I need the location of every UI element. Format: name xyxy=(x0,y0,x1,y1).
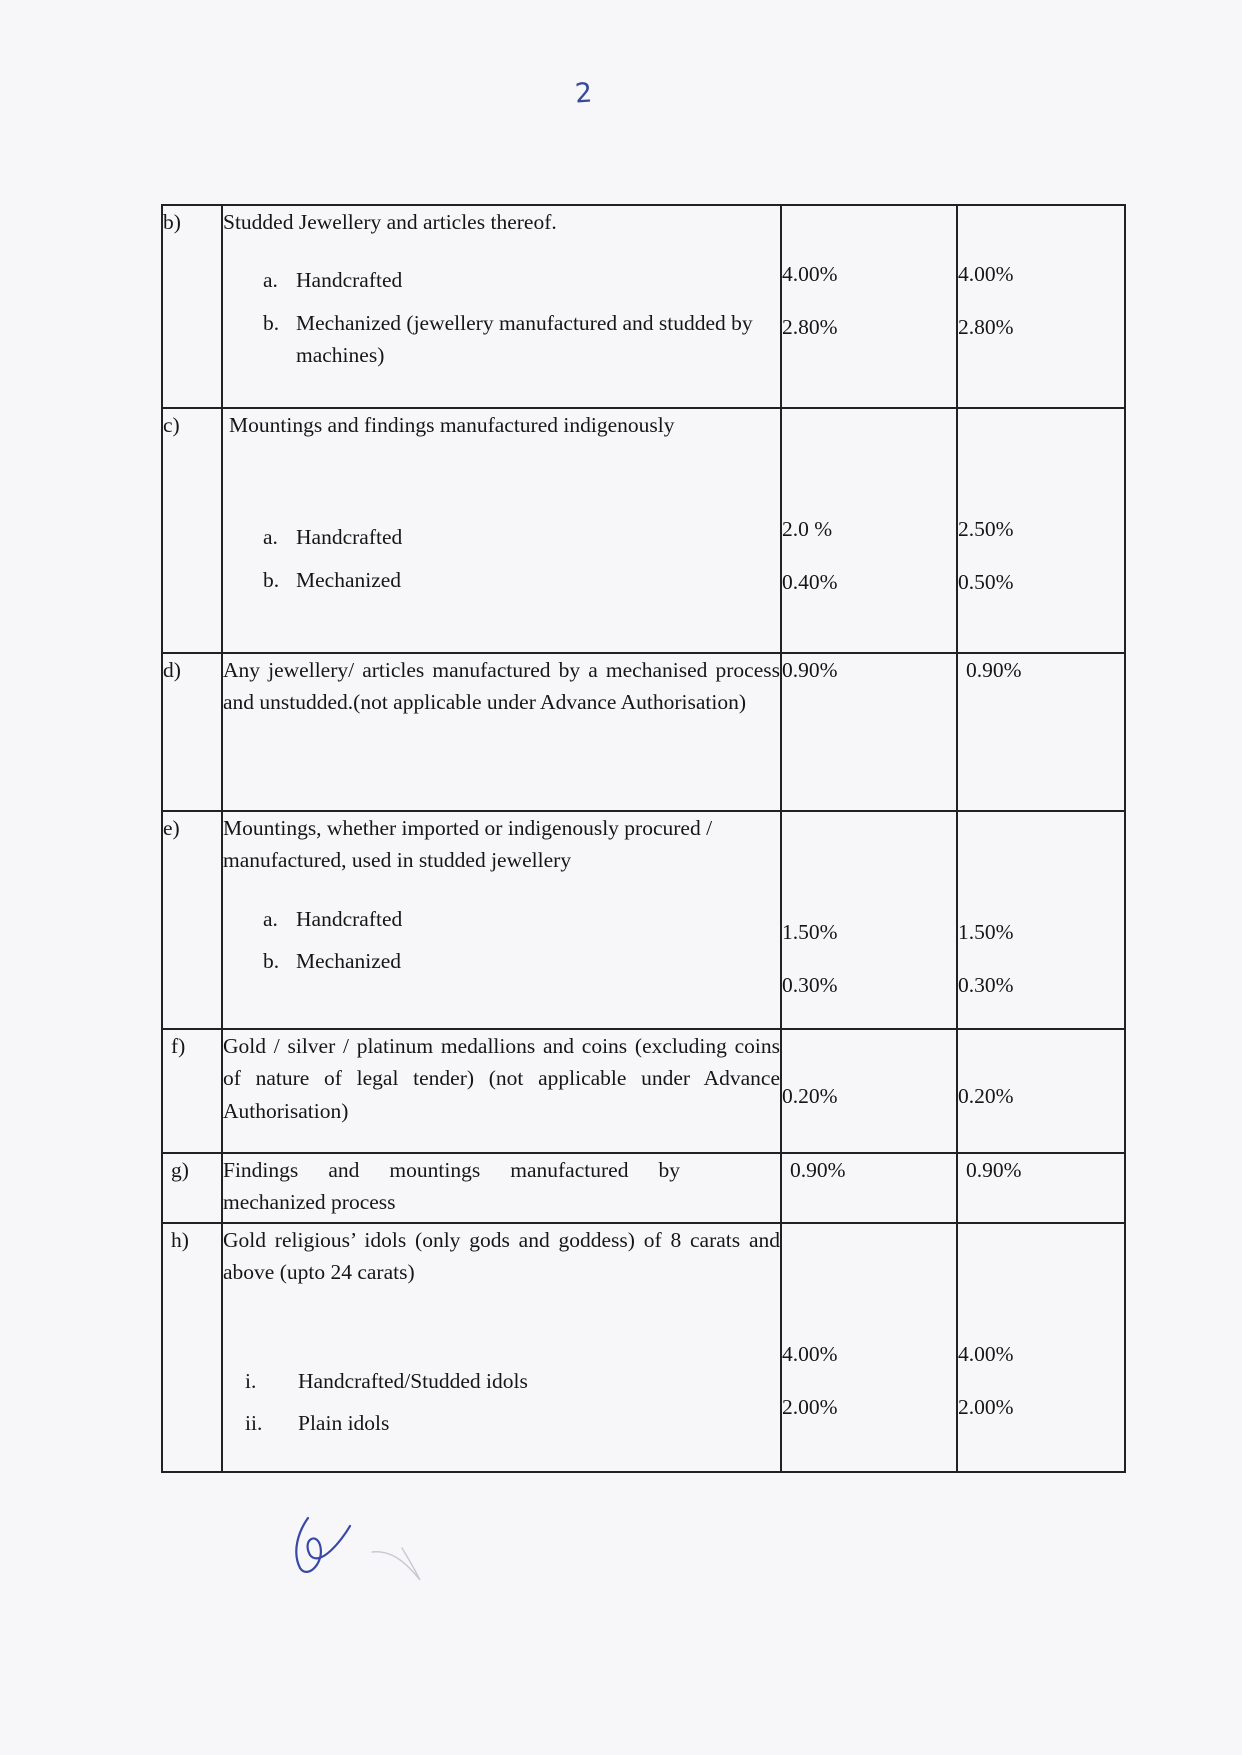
sub-item xyxy=(223,1365,780,1397)
row-description xyxy=(222,811,781,1029)
row-description xyxy=(222,653,781,811)
row-title: Gold / silver / platinum medallions and coins (excluding coins of nature of legal tender) (not applicable under Advance Authorisation) xyxy=(223,1034,780,1123)
row-key: h) xyxy=(162,1223,222,1472)
rate-value: 1.50% xyxy=(958,920,1014,944)
sub-item xyxy=(223,521,780,553)
row-title: Gold religious’ idols (only gods and goddess) of 8 carats and above (upto 24 carats) xyxy=(223,1228,780,1285)
rate-value: 0.90% xyxy=(966,658,1022,682)
rate-value: 0.50% xyxy=(958,570,1014,595)
table-row xyxy=(162,408,1125,653)
row-key: f) xyxy=(162,1029,222,1153)
row-key: b) xyxy=(162,205,222,408)
rate-column-1 xyxy=(781,205,957,408)
rate-value: 0.20% xyxy=(782,1084,838,1108)
row-title: Any jewellery/ articles manufactured by a mechanised process and unstudded.(not applicable under Advance Authorisation) xyxy=(223,658,780,715)
handwritten-initial xyxy=(280,1500,480,1600)
rate-value: 4.00% xyxy=(782,1342,838,1366)
row-key: c) xyxy=(162,408,222,653)
row-description xyxy=(222,205,781,408)
rate-column-1 xyxy=(781,653,957,811)
rate-value: 2.80% xyxy=(958,315,1014,340)
sub-item-text: Handcrafted xyxy=(296,906,403,931)
table-row xyxy=(162,205,1125,408)
sub-item-text: Handcrafted xyxy=(296,268,403,293)
rate-value: 0.90% xyxy=(966,1158,1022,1182)
sub-item-text: Handcrafted xyxy=(296,525,403,550)
sub-item xyxy=(223,1407,780,1439)
row-key: e) xyxy=(162,811,222,1029)
row-description xyxy=(222,1223,781,1472)
row-title: Findings and mountings manufactured by mechanized process xyxy=(223,1158,680,1215)
sub-item-text: Mechanized (jewellery manufactured and studded by machines) xyxy=(296,310,753,367)
rate-value: 4.00% xyxy=(958,262,1014,286)
sub-item-marker: b. xyxy=(263,948,280,973)
sub-item-marker: a. xyxy=(263,525,278,550)
table-row xyxy=(162,1029,1125,1153)
sub-item-marker: ii. xyxy=(245,1410,263,1435)
rate-value: 4.00% xyxy=(782,262,838,286)
sub-item-text: Handcrafted/Studded idols xyxy=(298,1368,528,1393)
sub-item-text: Mechanized xyxy=(296,567,402,592)
rate-column-1 xyxy=(781,1153,957,1223)
rate-column-2 xyxy=(957,408,1125,653)
table-row xyxy=(162,1153,1125,1223)
table-row xyxy=(162,1223,1125,1472)
rate-column-1 xyxy=(781,1029,957,1153)
rate-value: 2.00% xyxy=(782,1395,838,1420)
rate-value: 0.30% xyxy=(782,973,838,998)
rate-value: 0.20% xyxy=(958,1084,1014,1108)
sub-item xyxy=(223,903,780,935)
rate-value: 1.50% xyxy=(782,920,838,944)
rate-column-2 xyxy=(957,1223,1125,1472)
sub-item xyxy=(223,564,780,596)
rate-value: 0.90% xyxy=(782,658,838,682)
row-description xyxy=(222,1029,781,1153)
rate-value: 2.00% xyxy=(958,1395,1014,1420)
wastage-norms-table xyxy=(161,204,1126,1473)
rate-value: 0.30% xyxy=(958,973,1014,998)
sub-item-text: Mechanized xyxy=(296,948,402,973)
table-row xyxy=(162,811,1125,1029)
row-key: g) xyxy=(162,1153,222,1223)
rate-value: 2.80% xyxy=(782,315,838,340)
page-number: 2 xyxy=(573,77,594,110)
sub-item xyxy=(223,945,780,977)
sub-item-marker: a. xyxy=(263,268,278,293)
rate-column-2 xyxy=(957,811,1125,1029)
rate-value: 2.0 % xyxy=(782,517,833,541)
rate-column-1 xyxy=(781,1223,957,1472)
rate-column-1 xyxy=(781,811,957,1029)
rate-column-1 xyxy=(781,408,957,653)
sub-item-marker: b. xyxy=(263,310,280,335)
row-title: Studded Jewellery and articles thereof. xyxy=(223,210,557,234)
rate-column-2 xyxy=(957,653,1125,811)
sub-item xyxy=(223,307,780,372)
sub-item-marker: b. xyxy=(263,567,280,592)
sub-item-text: Plain idols xyxy=(298,1410,390,1435)
sub-item xyxy=(223,264,780,296)
table-row xyxy=(162,653,1125,811)
rate-value: 0.40% xyxy=(782,570,838,595)
rate-value: 2.50% xyxy=(958,517,1014,541)
rate-column-2 xyxy=(957,205,1125,408)
sub-item-marker: a. xyxy=(263,906,278,931)
rate-column-2 xyxy=(957,1153,1125,1223)
row-title: Mountings, whether imported or indigenously procured / manufactured, used in studded jewellery xyxy=(223,816,713,873)
rate-value: 0.90% xyxy=(790,1158,846,1182)
rate-column-2 xyxy=(957,1029,1125,1153)
row-key: d) xyxy=(162,653,222,811)
row-description xyxy=(222,408,781,653)
row-description xyxy=(222,1153,781,1223)
row-title: Mountings and findings manufactured indigenously xyxy=(229,413,675,437)
rate-value: 4.00% xyxy=(958,1342,1014,1366)
sub-item-marker: i. xyxy=(245,1368,257,1393)
